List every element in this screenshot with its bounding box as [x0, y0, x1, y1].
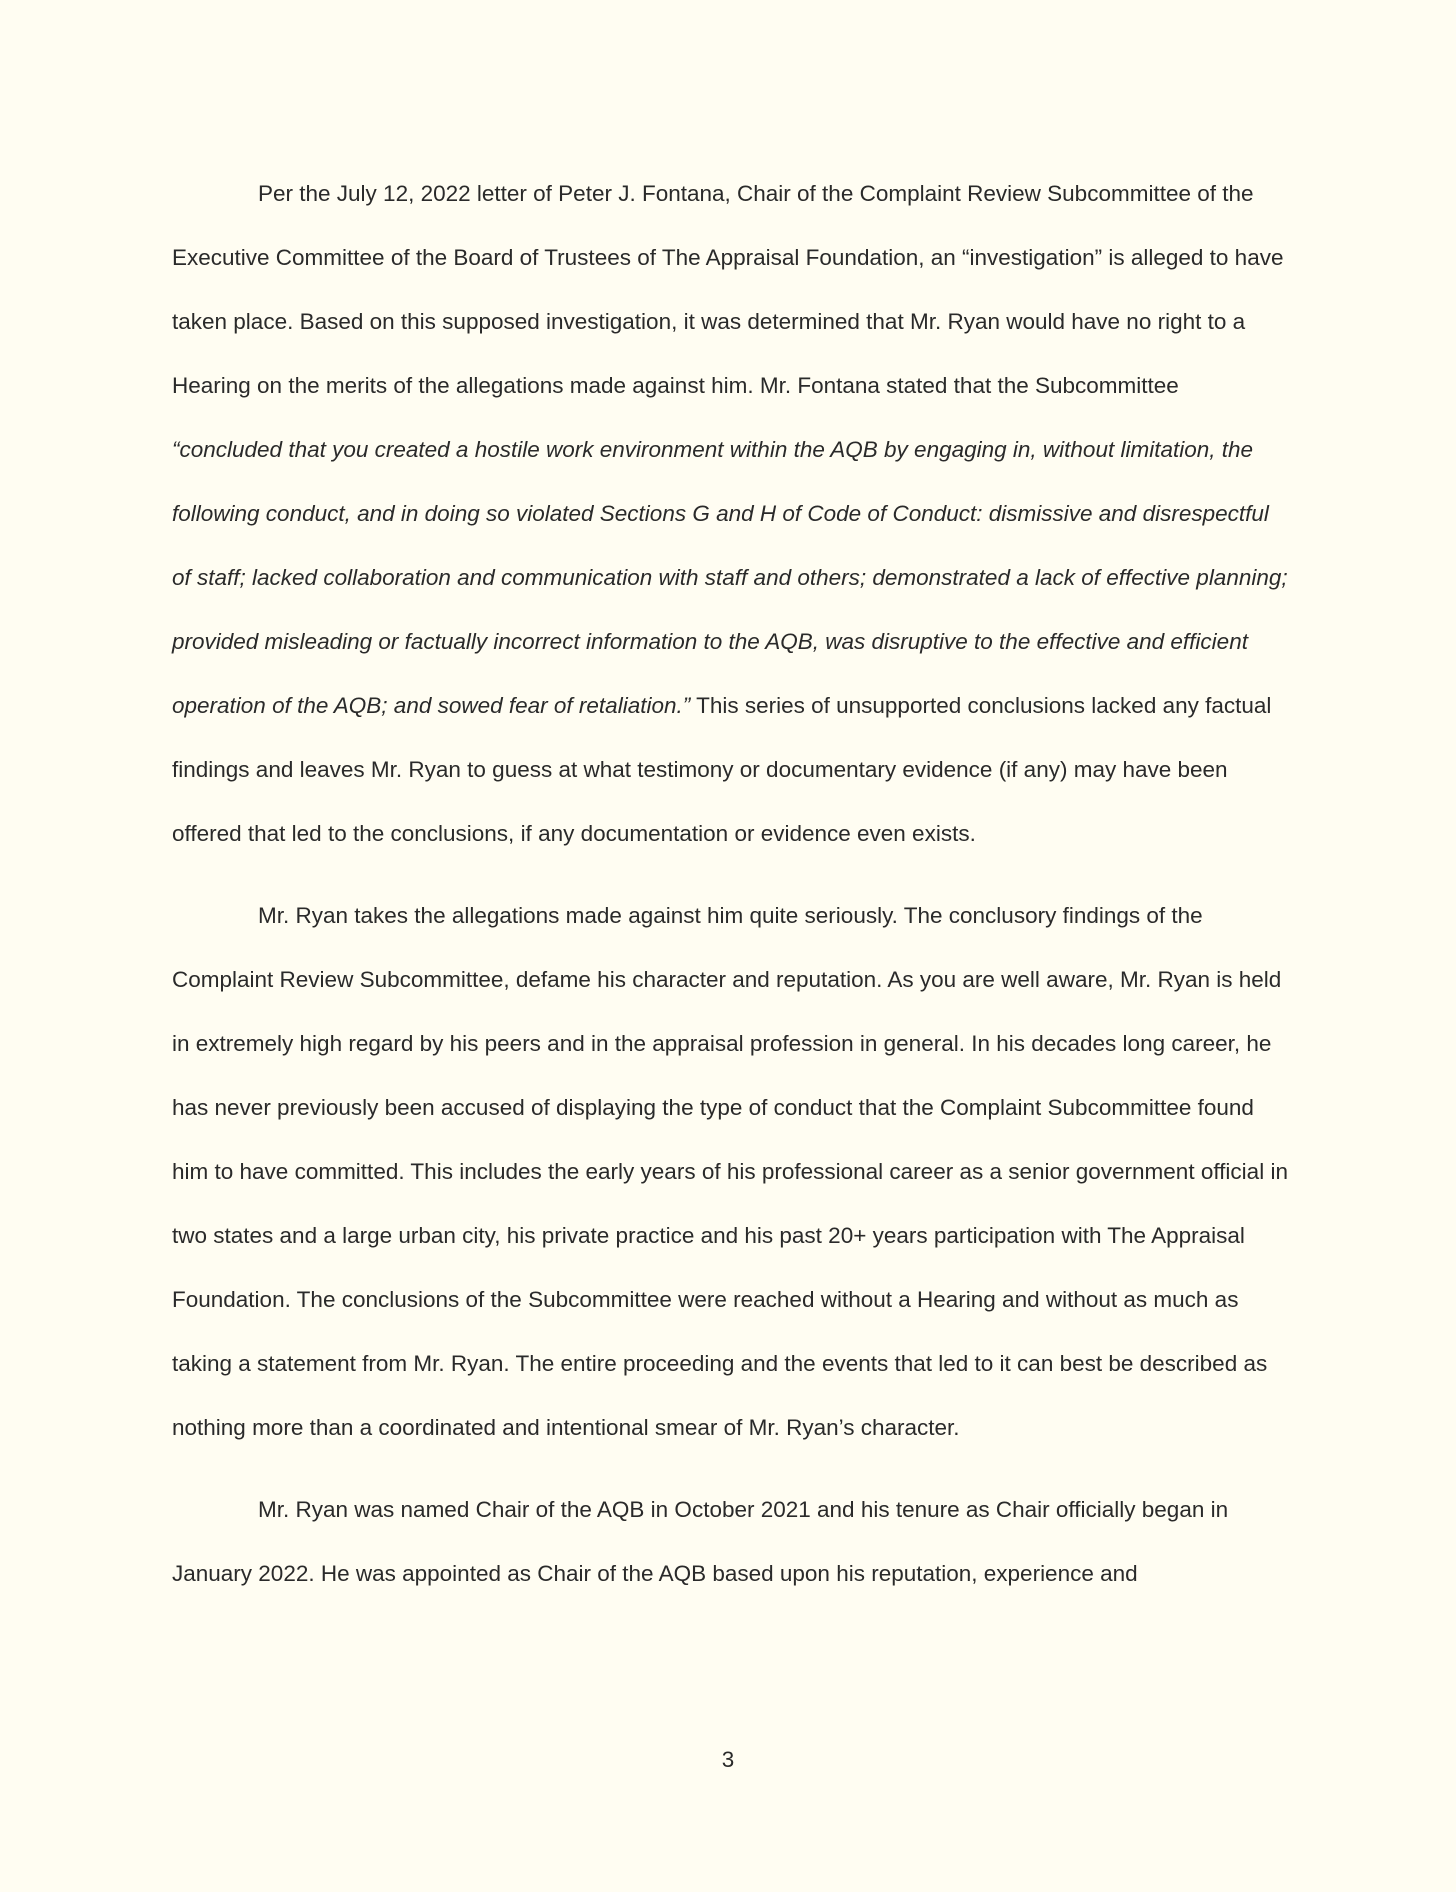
paragraph-investigation-conclusion: This series of unsupported conclusions lacked any factual findings and leaves Mr. Ryan to guess at what testimony or documentary evidence (if any) may have been offered that led to the conclusions, if any documentation or evidence even exists.	[172, 693, 1272, 846]
paragraph-investigation-intro: Per the July 12, 2022 letter of Peter J. Fontana, Chair of the Complaint Review Subcommittee of the Executive Committee of the Board of Trustees of The Appraisal Foundation, an “investigation” is alleged to have taken place. Based on this supposed investigation, it was determined that Mr. Ryan would have no right to a Hearing on the merits of the allegations made against him. Mr. Fontana stated that the Subcommittee	[172, 181, 1284, 398]
subcommittee-quote: “concluded that you created a hostile work environment within the AQB by engaging in, without limitation, the following conduct, and in doing so violated Sections G and H of Code of Conduct: dismissive and disrespectful of staff; lacked collaboration and communication with staff and others; demonstrated a lack of effective planning; provided misleading or factually incorrect information to the AQB, was disruptive to the effective and efficient operation of the AQB; and sowed fear of retaliation.”	[172, 437, 1288, 718]
page-number: 3	[721, 1747, 735, 1772]
document-body	[172, 162, 1288, 1606]
paragraph-investigation	[172, 162, 1288, 866]
paragraph-chair-appointment: Mr. Ryan was named Chair of the AQB in October 2021 and his tenure as Chair officially began in January 2022. He was appointed as Chair of the AQB based upon his reputation, experience and	[172, 1497, 1229, 1586]
paragraph-allegations: Mr. Ryan takes the allegations made against him quite seriously. The conclusory findings of the Complaint Review Subcommittee, defame his character and reputation. As you are well aware, Mr. Ryan is held in extremely high regard by his peers and in the appraisal profession in general. In his decades long career, he has never previously been accused of displaying the type of conduct that the Complaint Subcommittee found him to have committed. This includes the early years of his professional career as a senior government official in two states and a large urban city, his private practice and his past 20+ years participation with The Appraisal Foundation. The conclusions of the Subcommittee were reached without a Hearing and without as much as taking a statement from Mr. Ryan. The entire proceeding and the events that led to it can best be described as nothing more than a coordinated and intentional smear of Mr. Ryan’s character.	[172, 903, 1288, 1440]
